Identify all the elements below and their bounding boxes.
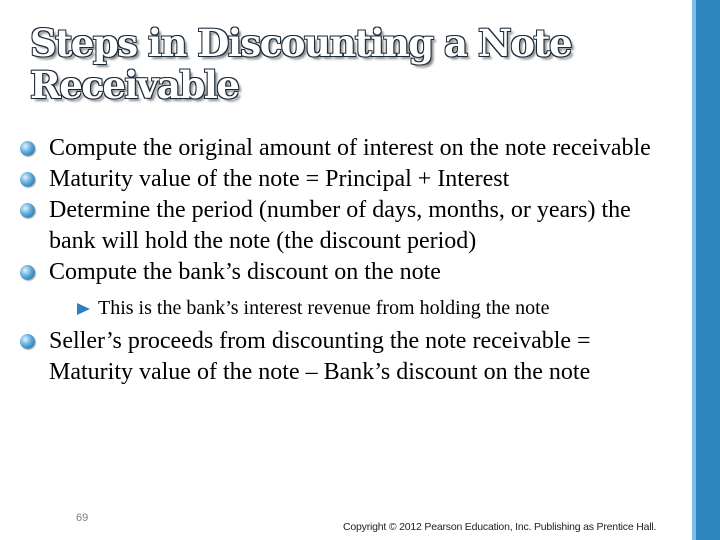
slide-title: [30, 22, 670, 106]
arrow-bullet-icon: [77, 303, 90, 315]
bullet-item: [20, 257, 680, 288]
bullet-dot-icon: [20, 203, 35, 218]
bullet-text: Seller’s proceeds from discounting the note receivable = Maturity value of the note – Bank’s discount on the note: [49, 328, 591, 385]
bullet-dot-icon: [20, 141, 35, 156]
bullet-item: [20, 133, 680, 164]
bullet-item: [20, 195, 680, 257]
title-line-2: Receivable: [30, 63, 239, 107]
bullet-item: [20, 164, 680, 195]
title-line-1: Steps in Discounting a Note: [30, 21, 572, 65]
sub-bullet-text: This is the bank’s interest revenue from holding the note: [98, 297, 550, 319]
bullet-list: [20, 133, 680, 388]
bullet-text: Determine the period (number of days, months, or years) the bank will hold the note (the discount period): [49, 197, 631, 254]
bullet-item: [20, 326, 680, 388]
sub-bullet-item: [20, 294, 680, 322]
bullet-text: Compute the bank’s discount on the note: [49, 259, 441, 285]
copyright-notice: Copyright © 2012 Pearson Education, Inc. Publishing as Prentice Hall.: [343, 521, 657, 533]
accent-bar-highlight: [692, 0, 696, 540]
page-number: 69: [76, 512, 89, 524]
right-accent-bar: [692, 0, 720, 540]
bullet-dot-icon: [20, 334, 35, 349]
bullet-text: Compute the original amount of interest on the note receivable: [49, 135, 651, 161]
bullet-dot-icon: [20, 172, 35, 187]
bullet-dot-icon: [20, 265, 35, 280]
bullet-text: Maturity value of the note = Principal + Interest: [49, 166, 510, 192]
